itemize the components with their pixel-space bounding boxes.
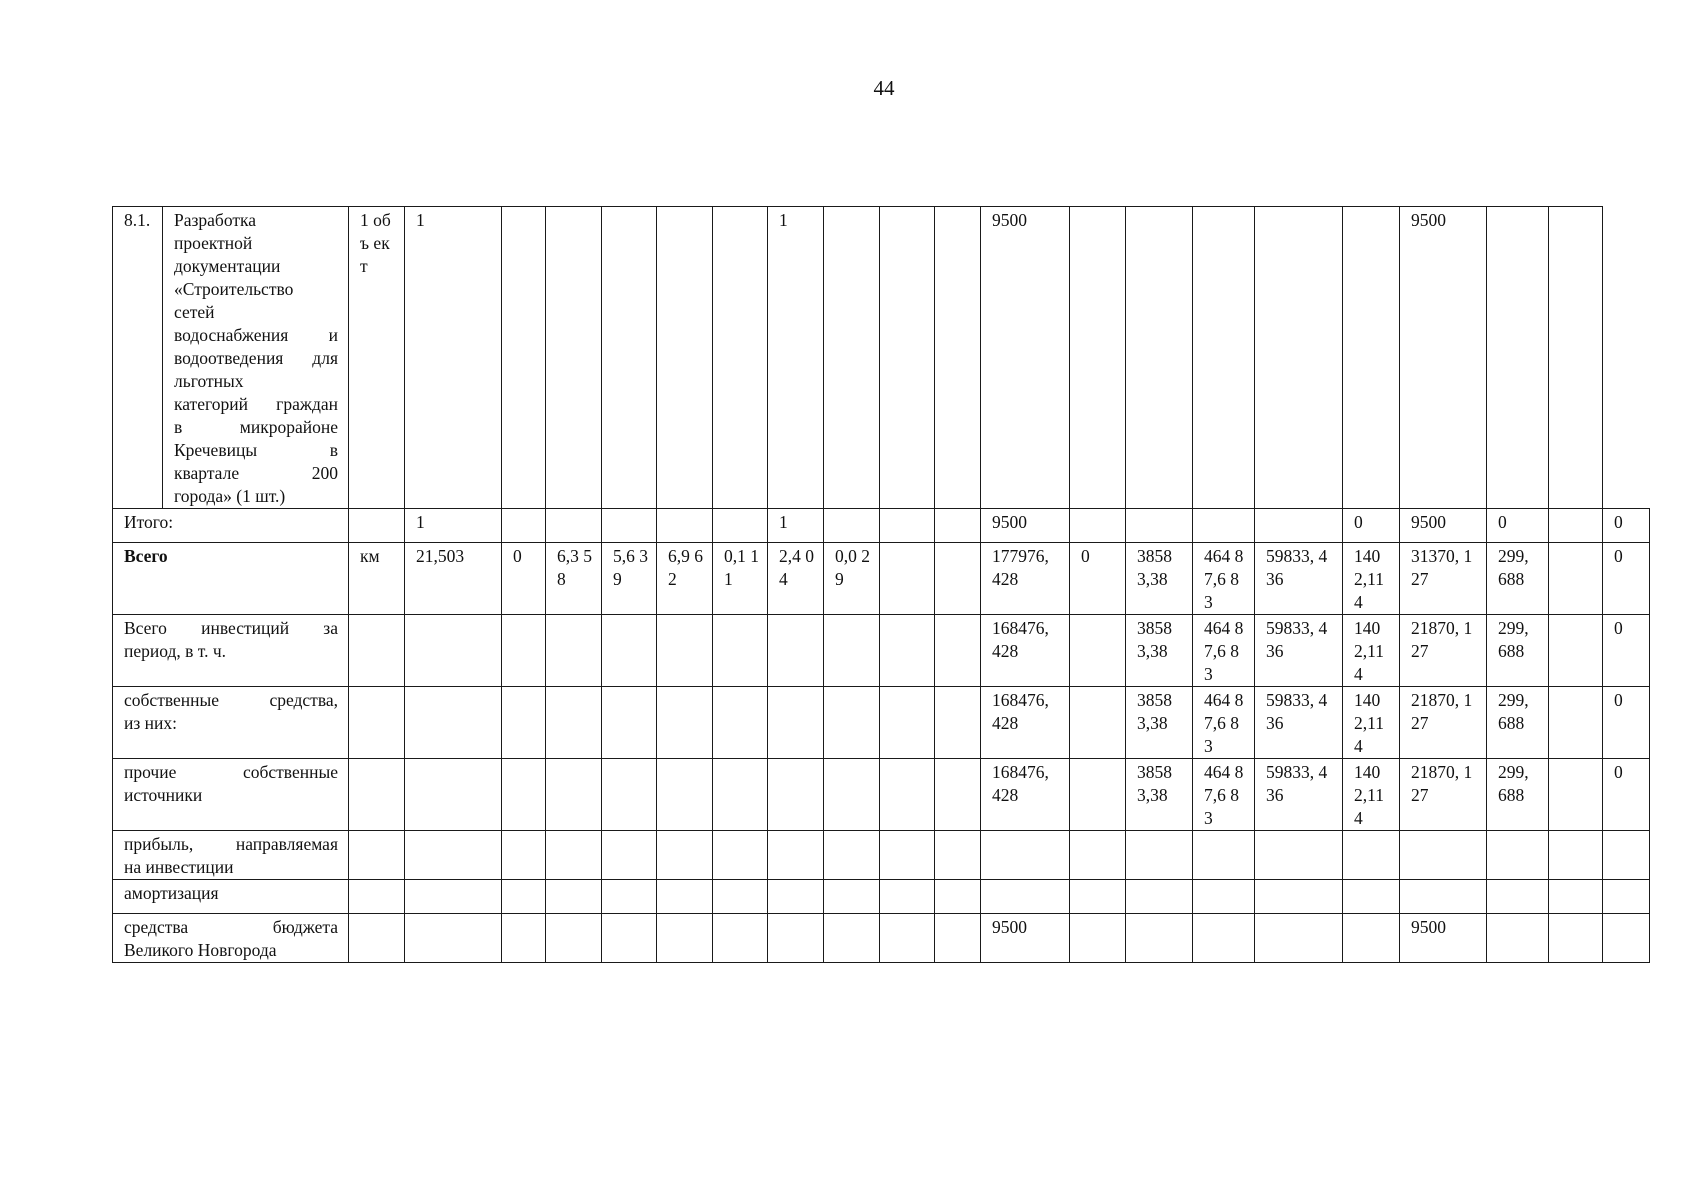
table-row-profit bbox=[113, 831, 1650, 880]
cell: 140 2,11 4 bbox=[1343, 759, 1400, 831]
cell: 0 bbox=[1343, 509, 1400, 543]
cell: 299, 688 bbox=[1487, 687, 1549, 759]
cell: 464 87,6 83 bbox=[1193, 543, 1255, 615]
cell: 0 bbox=[1070, 543, 1126, 615]
own-funds-label: собственные средства, из них: bbox=[113, 687, 349, 759]
cell: 464 87,6 83 bbox=[1193, 615, 1255, 687]
cell: 21870, 127 bbox=[1400, 615, 1487, 687]
cell: 9500 bbox=[981, 914, 1070, 963]
page-number: 44 bbox=[873, 76, 895, 100]
cell: 0,1 11 bbox=[713, 543, 768, 615]
cell: 464 87,6 83 bbox=[1193, 687, 1255, 759]
cell: 464 87,6 83 bbox=[1193, 759, 1255, 831]
cell: 299, 688 bbox=[1487, 543, 1549, 615]
profit-label: прибыль, направляемая на инвестиции bbox=[113, 831, 349, 880]
budget-label: средства бюджета Великого Новгорода bbox=[113, 914, 349, 963]
cell: 1 bbox=[768, 207, 824, 509]
table-row-budget bbox=[113, 914, 1650, 963]
cell: 0,0 29 bbox=[824, 543, 880, 615]
cell: 168476, 428 bbox=[981, 687, 1070, 759]
vsego-unit: км bbox=[349, 543, 405, 615]
cell: 0 bbox=[502, 543, 546, 615]
item-unit: 1 объ ект bbox=[349, 207, 405, 509]
cell: 0 bbox=[1603, 509, 1650, 543]
cell: 21,503 bbox=[405, 543, 502, 615]
table-row-invest-total bbox=[113, 615, 1650, 687]
cell: 0 bbox=[1603, 543, 1650, 615]
cell: 59833, 436 bbox=[1255, 615, 1343, 687]
cell: 1 bbox=[768, 509, 824, 543]
vsego-label: Всего bbox=[113, 543, 349, 615]
table-row-amortization bbox=[113, 880, 1650, 914]
cell: 21870, 127 bbox=[1400, 687, 1487, 759]
cell: 168476, 428 bbox=[981, 615, 1070, 687]
cell: 140 2,11 4 bbox=[1343, 543, 1400, 615]
cell: 6,9 62 bbox=[657, 543, 713, 615]
cell: 59833, 436 bbox=[1255, 687, 1343, 759]
item-name: Разработка проектной документации «Строительство сетей водоснабжения и водоотведения для льготных категорий граждан в микрорайоне Кречевицы в квартале 200 города» (1 шт.) bbox=[163, 207, 349, 509]
cell: 3858 3,38 bbox=[1126, 759, 1193, 831]
other-sources-label: прочие собственные источники bbox=[113, 759, 349, 831]
cell: 6,3 58 bbox=[546, 543, 602, 615]
cell: 31370, 127 bbox=[1400, 543, 1487, 615]
cell: 299, 688 bbox=[1487, 759, 1549, 831]
table-row-other-sources bbox=[113, 759, 1650, 831]
cell: 0 bbox=[1603, 759, 1650, 831]
cell: 299, 688 bbox=[1487, 615, 1549, 687]
table-row-own-funds bbox=[113, 687, 1650, 759]
cell: 5,6 39 bbox=[602, 543, 657, 615]
amortization-label: амортизация bbox=[113, 880, 349, 914]
cell: 168476, 428 bbox=[981, 759, 1070, 831]
cell: 3858 3,38 bbox=[1126, 543, 1193, 615]
cell: 3858 3,38 bbox=[1126, 687, 1193, 759]
cell: 9500 bbox=[1400, 914, 1487, 963]
invest-total-label: Всего инвестиций за период, в т. ч. bbox=[113, 615, 349, 687]
cell: 1 bbox=[405, 207, 502, 509]
cell: 9500 bbox=[1400, 509, 1487, 543]
cell: 9500 bbox=[981, 509, 1070, 543]
table-row-itogo bbox=[113, 509, 1650, 543]
cell: 21870, 127 bbox=[1400, 759, 1487, 831]
itogo-label: Итого: bbox=[113, 509, 349, 543]
cell: 0 bbox=[1487, 509, 1549, 543]
investment-table bbox=[112, 206, 1650, 963]
cell: 0 bbox=[1603, 687, 1650, 759]
item-number: 8.1. bbox=[113, 207, 163, 509]
cell: 2,4 04 bbox=[768, 543, 824, 615]
cell: 140 2,11 4 bbox=[1343, 615, 1400, 687]
cell: 9500 bbox=[1400, 207, 1487, 509]
cell: 9500 bbox=[981, 207, 1070, 509]
cell: 140 2,11 4 bbox=[1343, 687, 1400, 759]
cell: 59833, 436 bbox=[1255, 759, 1343, 831]
cell: 0 bbox=[1603, 615, 1650, 687]
cell: 1 bbox=[405, 509, 502, 543]
cell: 59833, 436 bbox=[1255, 543, 1343, 615]
table-row-item-8-1 bbox=[113, 207, 1650, 509]
table-row-vsego bbox=[113, 543, 1650, 615]
cell: 177976, 428 bbox=[981, 543, 1070, 615]
cell: 3858 3,38 bbox=[1126, 615, 1193, 687]
